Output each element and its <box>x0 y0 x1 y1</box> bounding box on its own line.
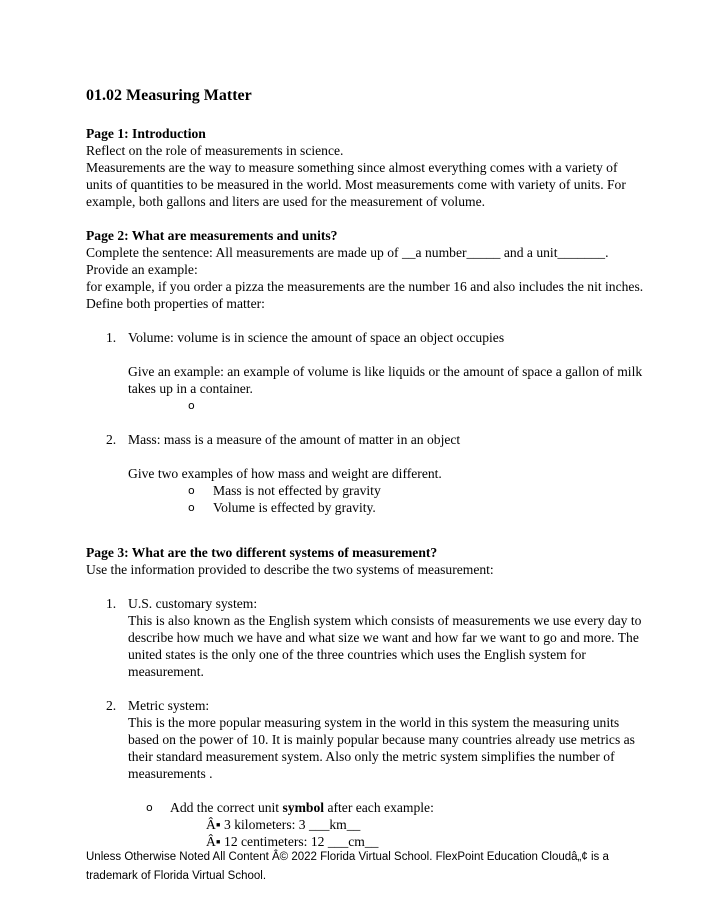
page2-example-answer: for example, if you order a pizza the measurements are the number 16 and also includes the nit inches. <box>86 279 644 294</box>
system-description: This is also known as the English system which consists of measurements we use every day to describe how much we have and what size we want and how far we want to go and more. The united states is the only one of the three countries which uses the English system for measurement. <box>128 613 642 679</box>
list-item-metric <box>86 697 646 782</box>
list-number: 2. <box>106 698 117 713</box>
section-heading-page1: Page 1: Introduction <box>86 126 206 141</box>
bullet-circle-icon: o <box>188 501 195 514</box>
list-item: o Mass is not effected by gravity <box>188 483 381 498</box>
volume-definition: Volume: volume is in science the amount of space an object occupies <box>128 330 505 345</box>
volume-example: Give an example: an example of volume is like liquids or the amount of space a gallon of milk takes up in a container. <box>128 364 643 396</box>
document-body <box>86 86 646 850</box>
list-number: 1. <box>106 596 117 611</box>
mass-definition: Mass: mass is a measure of the amount of matter in an object <box>128 432 461 447</box>
empty-bullet <box>86 397 646 414</box>
system-description: This is the more popular measuring system in the world in this system the measuring units based on the power of 10. It is mainly popular because many countries already use metrics as their standard measurement system. Also only the metric system simplifies the number of measurements . <box>128 715 635 781</box>
section-heading-page3: Page 3: What are the two different systems of measurement? <box>86 545 438 560</box>
bullet-circle-icon: o <box>188 484 195 497</box>
unit-item-cm: Â▪ 12 centimeters: 12 ___cm__ <box>206 834 379 849</box>
section-heading-page2: Page 2: What are measurements and units? <box>86 228 338 243</box>
mass-prompt: Give two examples of how mass and weight are different. <box>128 466 442 481</box>
unit-item-km: Â▪ 3 kilometers: 3 ___km__ <box>206 817 361 832</box>
list-item-us-customary <box>86 595 646 680</box>
list-item-volume <box>86 329 646 346</box>
page1-answer: Measurements are the way to measure something since almost everything comes with a variety of units of quantities to be measured in the world. Most measurements come with variety of units. For example, both gallons and liters are used for the measurement of volume. <box>86 160 626 209</box>
bullet-circle-icon: o <box>146 801 153 814</box>
unit-symbol-prompt: o Add the correct unit symbol after each example: <box>146 800 434 815</box>
list-number: 1. <box>106 330 117 345</box>
page2-example-prompt: Provide an example: <box>86 262 198 277</box>
list-number: 2. <box>106 432 117 447</box>
list-item-mass <box>86 431 646 448</box>
page-title: 01.02 Measuring Matter <box>86 87 252 104</box>
page3-prompt: Use the information provided to describe the two systems of measurement: <box>86 562 494 577</box>
list-item: o Volume is effected by gravity. <box>188 500 376 515</box>
footer-line-1: Unless Otherwise Noted All Content Â© 2022 Florida Virtual School. FlexPoint Education Cloudâ„¢ is a <box>86 851 609 863</box>
page2-define-prompt: Define both properties of matter: <box>86 296 265 311</box>
page2-sentence: Complete the sentence: All measurements are made up of __a number_____ and a unit_______. <box>86 245 609 260</box>
bullet-circle-icon: o <box>188 399 195 412</box>
system-label: Metric system: <box>128 698 210 713</box>
page1-prompt: Reflect on the role of measurements in science. <box>86 143 344 158</box>
footer-line-2: trademark of Florida Virtual School. <box>86 870 267 882</box>
system-label: U.S. customary system: <box>128 596 258 611</box>
footer <box>86 848 646 886</box>
